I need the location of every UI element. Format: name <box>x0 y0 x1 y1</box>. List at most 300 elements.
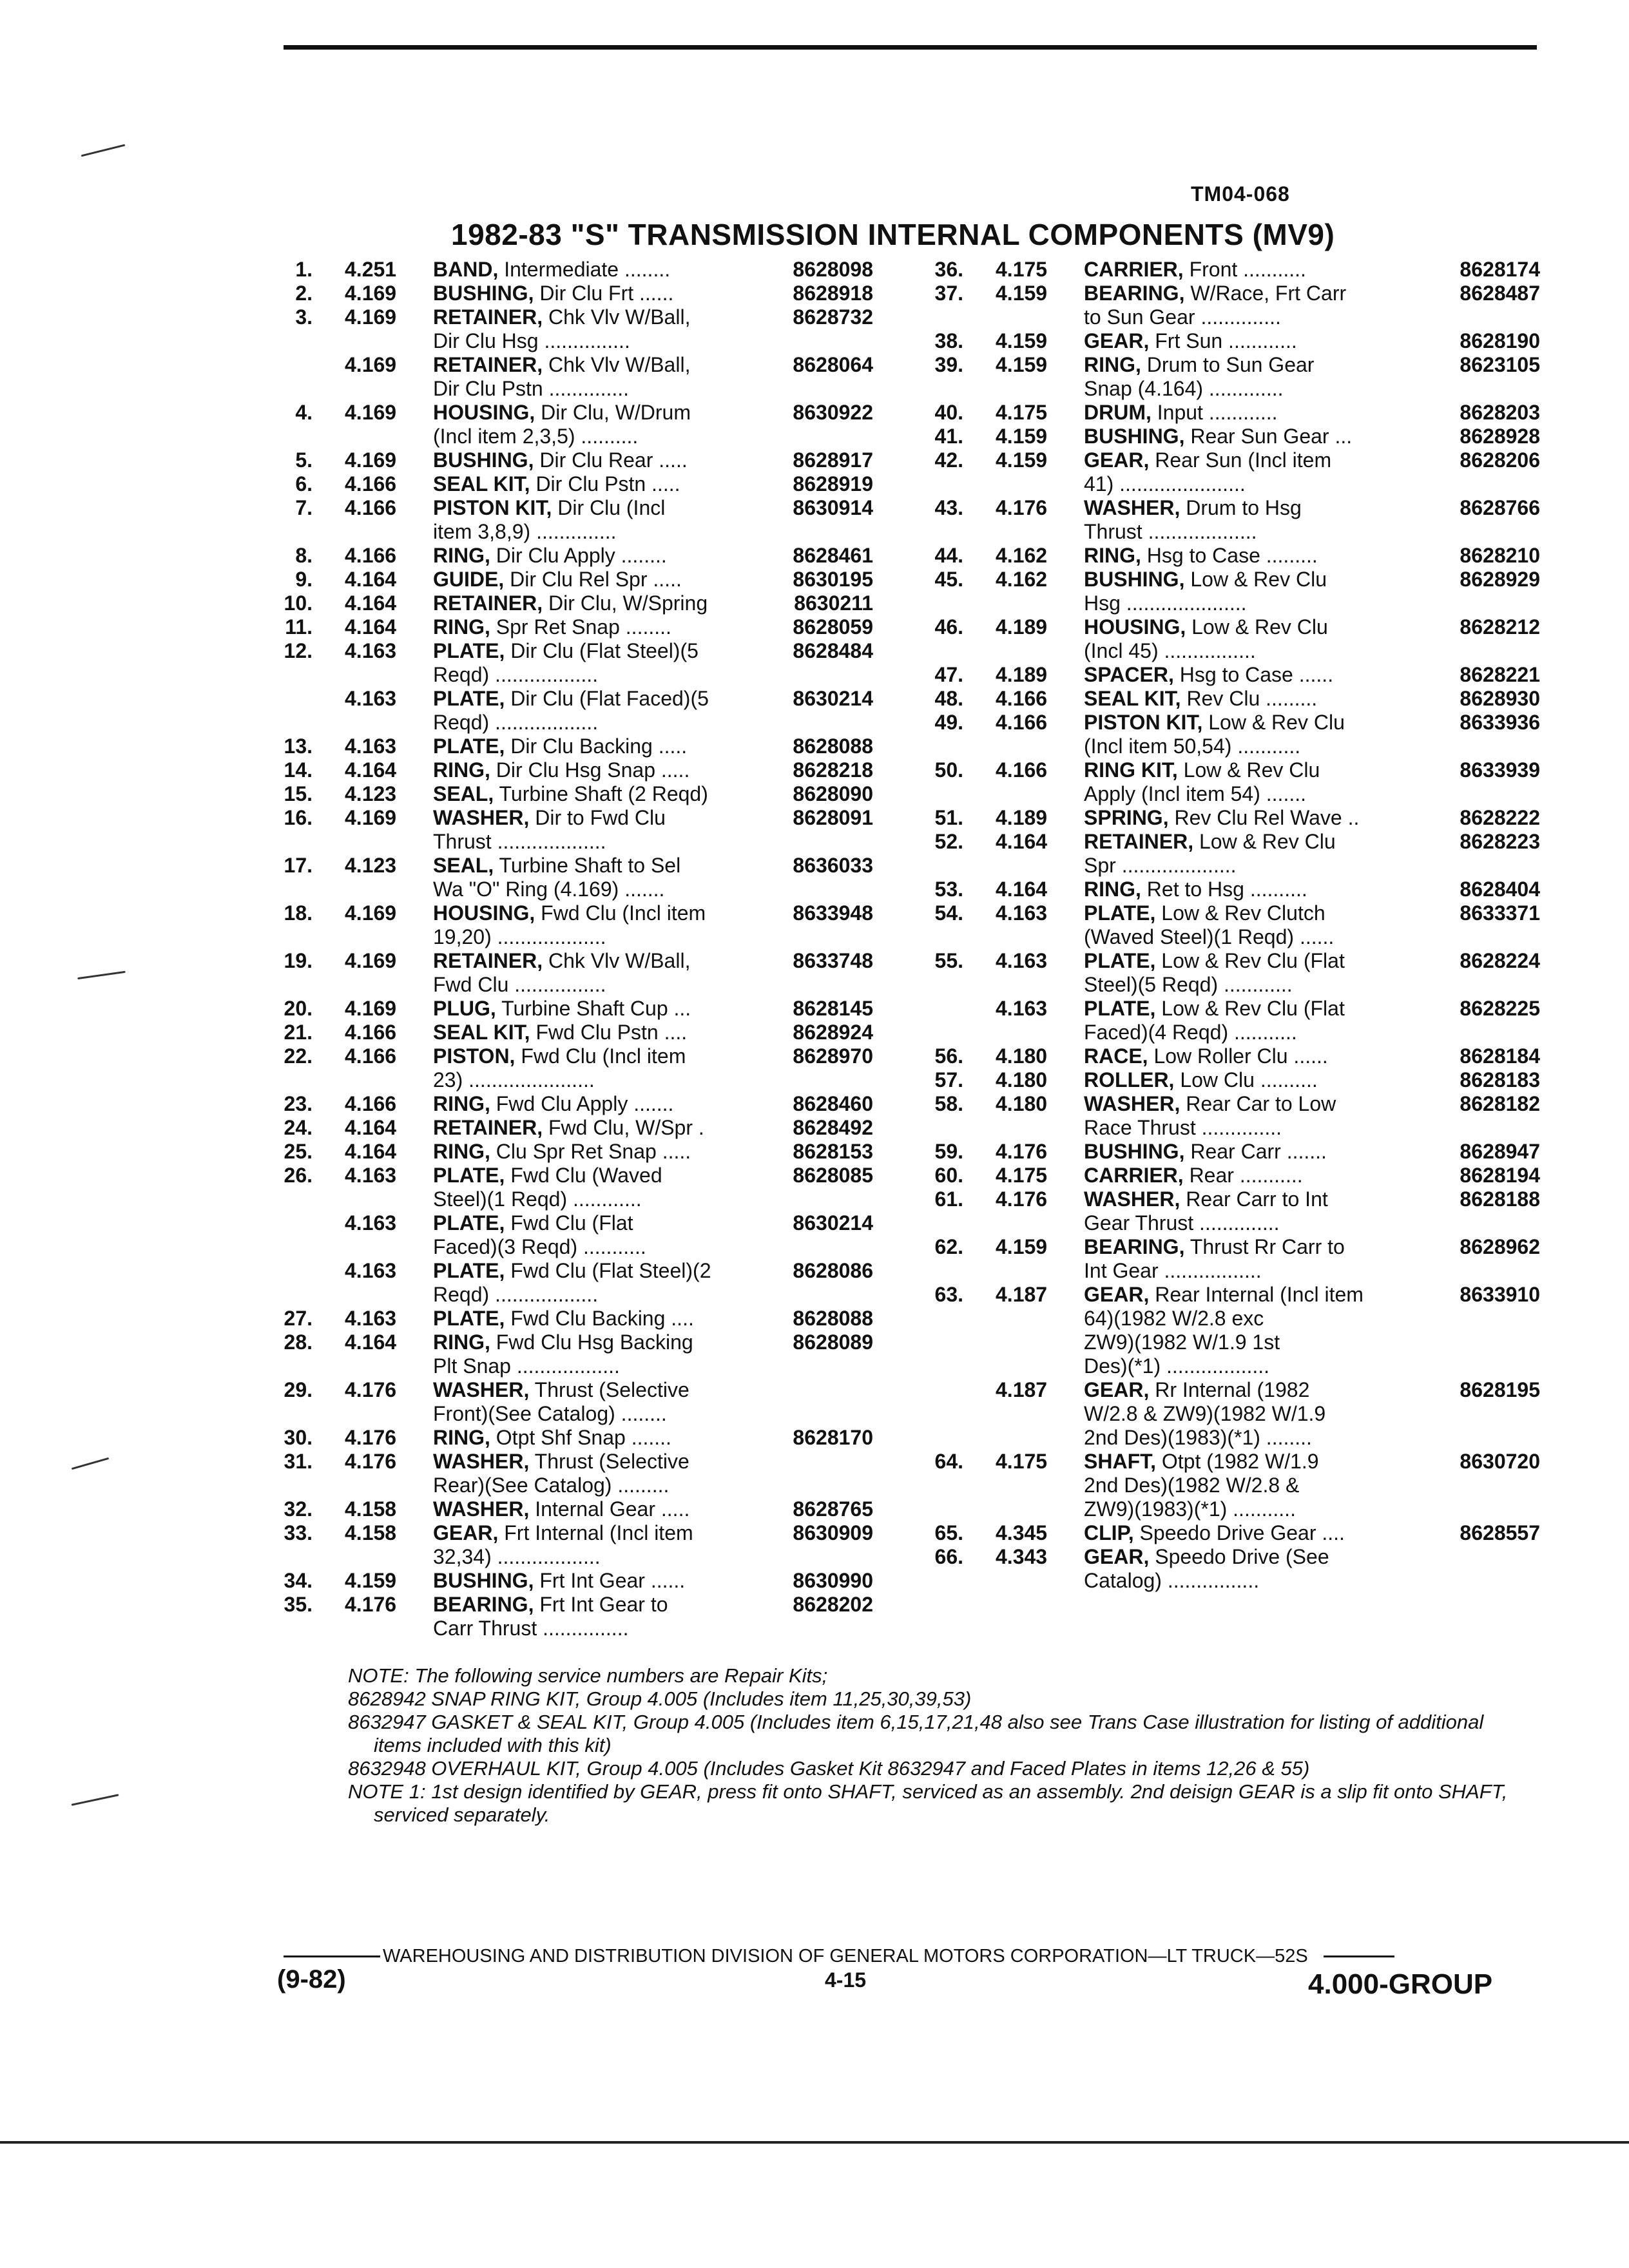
part-row <box>271 401 873 448</box>
note-line: NOTE 1: 1st design identified by GEAR, press fit onto SHAFT, serviced as an assembly. 2nd deisign GEAR is a slip fit onto SHAFT, serviced separately. <box>348 1780 1508 1826</box>
part-name: PLATE, <box>1084 901 1156 925</box>
item-number: 12. <box>284 639 313 662</box>
part-number: 8630195 <box>793 568 873 591</box>
part-name: WASHER, <box>433 1497 530 1521</box>
item-number: 6. <box>295 472 313 495</box>
item-number: 8. <box>295 544 313 567</box>
part-detail: Low & Rev Clu (Incl 45) ................ <box>1084 615 1328 662</box>
part-detail: Dir Clu (Incl item 3,8,9) .............. <box>433 496 666 543</box>
item-number: 43. <box>934 496 963 519</box>
part-name: HOUSING, <box>433 401 535 424</box>
part-description <box>1084 425 1453 448</box>
part-detail: Fwd Clu (Incl item 19,20) ................... <box>433 901 706 948</box>
part-row <box>271 305 873 353</box>
part-description <box>1084 901 1453 949</box>
part-number: 8628461 <box>793 544 873 567</box>
group-number: 4.189 <box>996 806 1048 829</box>
part-number: 8628919 <box>793 472 873 495</box>
part-detail: Otpt Shf Snap ....... <box>490 1426 671 1449</box>
item-number: 45. <box>934 568 963 591</box>
part-number: 8628090 <box>793 782 873 805</box>
item-number: 7. <box>295 496 313 519</box>
part-number: 8628170 <box>793 1426 873 1449</box>
item-number: 28. <box>284 1331 313 1354</box>
part-number: 8633948 <box>793 901 873 925</box>
part-number: 8628928 <box>1460 425 1540 448</box>
part-detail: Turbine Shaft to Sel Wa "O" Ring (4.169) ....... <box>433 854 681 901</box>
group-number: 4.169 <box>345 949 397 972</box>
part-row <box>271 615 873 639</box>
item-number: 40. <box>934 401 963 424</box>
group-number: 4.176 <box>996 496 1048 519</box>
part-row <box>921 425 1540 448</box>
part-description <box>433 305 786 353</box>
part-number: 8630720 <box>1460 1450 1540 1473</box>
part-detail: Dir Clu Rear ..... <box>534 448 688 472</box>
part-description <box>1084 758 1453 806</box>
part-number: 8628732 <box>793 305 873 329</box>
part-row <box>271 1521 873 1569</box>
part-number: 8628210 <box>1460 544 1540 567</box>
part-row <box>921 1545 1540 1593</box>
part-description <box>433 472 786 496</box>
part-name: BUSHING, <box>1084 1140 1185 1163</box>
group-number: 4.166 <box>345 496 397 519</box>
part-detail: Low & Rev Clu (Flat Faced)(4 Reqd) ........... <box>1084 997 1345 1044</box>
part-description <box>1084 1044 1453 1068</box>
part-name: PLATE, <box>433 1307 505 1330</box>
part-description <box>433 639 786 687</box>
document-reference: TM04-068 <box>1191 182 1290 206</box>
part-description <box>433 1021 786 1044</box>
part-number: 8628184 <box>1460 1044 1540 1068</box>
item-number: 58. <box>934 1092 963 1115</box>
group-number: 4.164 <box>345 591 397 615</box>
part-row <box>921 1092 1540 1140</box>
group-number: 4.159 <box>996 448 1048 472</box>
part-detail: Low & Rev Clu Hsg ..................... <box>1084 568 1327 615</box>
part-description <box>1084 615 1453 663</box>
item-number: 46. <box>934 615 963 639</box>
item-number: 57. <box>934 1068 963 1091</box>
part-description <box>1084 1283 1453 1378</box>
part-name: RING, <box>433 1140 490 1163</box>
part-number: 8628947 <box>1460 1140 1540 1163</box>
item-number: 52. <box>934 830 963 853</box>
part-name: PLATE, <box>433 687 505 710</box>
part-number: 8628212 <box>1460 615 1540 639</box>
item-number: 56. <box>934 1044 963 1068</box>
part-number: 8628089 <box>793 1331 873 1354</box>
part-row <box>271 591 873 615</box>
part-row <box>921 878 1540 901</box>
part-description <box>433 568 786 591</box>
part-number: 8628924 <box>793 1021 873 1044</box>
part-description <box>433 591 787 615</box>
group-number: 4.158 <box>345 1497 397 1521</box>
part-description <box>433 1331 786 1378</box>
part-number: 8628202 <box>793 1593 873 1616</box>
part-name: RACE, <box>1084 1044 1148 1068</box>
group-number: 4.164 <box>345 1140 397 1163</box>
part-number: 8628218 <box>793 758 873 782</box>
part-name: GUIDE, <box>433 568 505 591</box>
part-row <box>921 901 1540 949</box>
part-description <box>433 1378 867 1426</box>
part-name: PISTON KIT, <box>1084 711 1203 734</box>
part-row <box>271 1569 873 1593</box>
item-number: 32. <box>284 1497 313 1521</box>
group-number: 4.169 <box>345 401 397 424</box>
part-description <box>433 806 786 854</box>
part-description <box>433 997 786 1021</box>
footer-division-line <box>284 1946 1394 1967</box>
part-detail: Spr Ret Snap ........ <box>490 615 671 639</box>
group-number: 4.123 <box>345 854 397 877</box>
part-description <box>433 1259 786 1307</box>
part-name: RING KIT, <box>1084 758 1178 782</box>
part-name: BUSHING, <box>433 448 534 472</box>
part-detail: Rear ........... <box>1183 1164 1303 1187</box>
part-name: DRUM, <box>1084 401 1152 424</box>
item-number: 2. <box>295 282 313 305</box>
part-detail: Low & Rev Clu Spr .................... <box>1084 830 1336 877</box>
part-name: RETAINER, <box>433 1116 543 1139</box>
part-description <box>1084 949 1453 997</box>
bottom-rule <box>0 2141 1629 2144</box>
item-number: 17. <box>284 854 313 877</box>
item-number: 18. <box>284 901 313 925</box>
part-name: BEARING, <box>1084 282 1185 305</box>
top-rule <box>284 45 1537 50</box>
part-row <box>921 448 1540 496</box>
group-number: 4.180 <box>996 1068 1048 1091</box>
item-number: 24. <box>284 1116 313 1139</box>
part-detail: Low & Rev Clutch (Waved Steel)(1 Reqd) ...... <box>1084 901 1335 948</box>
note-line: 8632948 OVERHAUL KIT, Group 4.005 (Includes Gasket Kit 8632947 and Faced Plates in items 12,26 & 55) <box>348 1757 1310 1780</box>
part-name: RING, <box>433 1331 490 1354</box>
part-number: 8633371 <box>1460 901 1540 925</box>
item-number: 27. <box>284 1307 313 1330</box>
group-number: 4.164 <box>345 1331 397 1354</box>
part-name: RETAINER, <box>1084 830 1194 853</box>
part-name: RING, <box>433 758 490 782</box>
group-number: 4.169 <box>345 282 397 305</box>
item-number: 47. <box>934 663 963 686</box>
part-number: 8628221 <box>1460 663 1540 686</box>
part-description <box>1084 1140 1453 1164</box>
group-number: 4.175 <box>996 258 1048 281</box>
part-row <box>921 1521 1540 1545</box>
part-description <box>1084 1521 1453 1545</box>
part-number: 8628195 <box>1460 1378 1540 1401</box>
item-number: 10. <box>284 591 313 615</box>
part-detail: Dir Clu, W/Spring <box>543 591 708 615</box>
group-number: 4.166 <box>345 1044 397 1068</box>
part-detail: Low & Rev Clu Apply (Incl item 54) ....... <box>1084 758 1320 805</box>
part-description <box>1084 258 1453 282</box>
part-number: 8633936 <box>1460 711 1540 734</box>
part-description <box>1084 1092 1453 1140</box>
part-name: PLATE, <box>433 1164 505 1187</box>
binder-hole-mark <box>72 1794 119 1806</box>
group-number: 4.163 <box>345 735 397 758</box>
part-number: 8628206 <box>1460 448 1540 472</box>
part-number: 8628929 <box>1460 568 1540 591</box>
part-name: RING, <box>433 544 490 567</box>
part-row <box>921 615 1540 663</box>
item-number: 22. <box>284 1044 313 1068</box>
part-row <box>271 949 873 997</box>
group-number: 4.189 <box>996 663 1048 686</box>
part-row <box>921 806 1540 830</box>
part-name: SPACER, <box>1084 663 1174 686</box>
footer-dash <box>1324 1956 1394 1957</box>
part-detail: Drum to Hsg Thrust ................... <box>1084 496 1302 543</box>
part-name: RETAINER, <box>433 353 543 376</box>
binder-hole-mark <box>77 971 126 979</box>
part-name: SPRING, <box>1084 806 1169 829</box>
part-name: SEAL KIT, <box>1084 687 1181 710</box>
part-row <box>271 687 873 735</box>
part-description <box>433 949 786 997</box>
part-number: 8628404 <box>1460 878 1540 901</box>
part-description <box>433 1521 786 1569</box>
part-detail: Fwd Clu (Incl item 23) ...................... <box>433 1044 686 1091</box>
part-description <box>1084 687 1453 711</box>
part-name: GEAR, <box>1084 1545 1150 1568</box>
part-name: GEAR, <box>1084 1378 1150 1401</box>
part-row <box>921 329 1540 353</box>
item-number: 14. <box>284 758 313 782</box>
part-row <box>271 1021 873 1044</box>
part-name: SEAL, <box>433 854 494 877</box>
part-number: 8623105 <box>1460 353 1540 376</box>
part-description <box>433 1140 786 1164</box>
part-detail: Drum to Sun Gear Snap (4.164) ............. <box>1084 353 1315 400</box>
item-number: 1. <box>295 258 313 281</box>
part-detail: Rear Car to Low Race Thrust .............. <box>1084 1092 1336 1139</box>
item-number: 39. <box>934 353 963 376</box>
footer-division-text: WAREHOUSING AND DISTRIBUTION DIVISION OF GENERAL MOTORS CORPORATION—LT TRUCK—52S <box>383 1946 1308 1966</box>
part-description <box>433 1450 867 1497</box>
part-name: BEARING, <box>433 1593 534 1616</box>
part-name: CARRIER, <box>1084 258 1184 281</box>
part-number: 8628224 <box>1460 949 1540 972</box>
item-number: 60. <box>934 1164 963 1187</box>
part-name: HOUSING, <box>1084 615 1186 639</box>
part-number: 8630214 <box>793 687 873 710</box>
group-number: 4.166 <box>996 711 1048 734</box>
part-number: 8628765 <box>793 1497 873 1521</box>
part-name: SEAL KIT, <box>433 472 530 495</box>
part-detail: Rear Carr ....... <box>1184 1140 1327 1163</box>
group-number: 4.163 <box>345 1211 397 1235</box>
item-number: 26. <box>284 1164 313 1187</box>
part-row <box>271 1116 873 1140</box>
part-name: BUSHING, <box>433 1569 534 1592</box>
part-row <box>271 1044 873 1092</box>
part-name: PLATE, <box>433 1211 505 1235</box>
group-number: 4.169 <box>345 305 397 329</box>
part-name: RING, <box>433 1426 490 1449</box>
item-number: 19. <box>284 949 313 972</box>
item-number: 36. <box>934 258 963 281</box>
item-number: 51. <box>934 806 963 829</box>
item-number: 23. <box>284 1092 313 1115</box>
part-row <box>921 544 1540 568</box>
part-row <box>271 258 873 282</box>
group-number: 4.175 <box>996 1450 1048 1473</box>
group-number: 4.176 <box>345 1593 397 1616</box>
part-detail: Intermediate ........ <box>498 258 671 281</box>
group-number: 4.176 <box>345 1378 397 1401</box>
part-name: RETAINER, <box>433 949 543 972</box>
part-number: 8628484 <box>793 639 873 662</box>
footer-page-number: 4-15 <box>825 1968 867 1992</box>
part-detail: Chk Vlv W/Ball, Dir Clu Pstn .............. <box>433 353 691 400</box>
part-name: PLATE, <box>433 1259 505 1282</box>
part-detail: Low & Rev Clu (Incl item 50,54) ........... <box>1084 711 1345 758</box>
part-name: GEAR, <box>1084 329 1150 352</box>
part-row <box>921 1283 1540 1378</box>
item-number: 11. <box>285 615 313 639</box>
part-row <box>271 282 873 305</box>
part-number: 8628917 <box>793 448 873 472</box>
part-name: GEAR, <box>433 1521 499 1544</box>
part-number: 8630922 <box>793 401 873 424</box>
part-name: PISTON, <box>433 1044 516 1068</box>
part-number: 8628203 <box>1460 401 1540 424</box>
part-detail: Dir Clu Pstn ..... <box>530 472 680 495</box>
item-number: 4. <box>295 401 313 424</box>
part-description <box>1084 1235 1453 1283</box>
group-number: 4.343 <box>996 1545 1048 1568</box>
part-description <box>433 1497 786 1521</box>
parts-list-left-column <box>271 258 873 1640</box>
part-detail: Frt Sun ............ <box>1149 329 1297 352</box>
part-number: 8636033 <box>793 854 873 877</box>
part-row <box>921 949 1540 997</box>
item-number: 55. <box>934 949 963 972</box>
item-number: 30. <box>284 1426 313 1449</box>
group-number: 4.163 <box>345 639 397 662</box>
part-row <box>921 258 1540 282</box>
group-number: 4.166 <box>345 472 397 495</box>
item-number: 48. <box>934 687 963 710</box>
note-line: 8632947 GASKET & SEAL KIT, Group 4.005 (Includes item 6,15,17,21,48 also see Trans Case illustration for listing of additional items included with this kit) <box>348 1711 1484 1756</box>
part-detail: Rr Internal (1982 W/2.8 & ZW9)(1982 W/1.9 2nd Des)(1983)(*1) ........ <box>1084 1378 1326 1449</box>
group-number: 4.176 <box>996 1140 1048 1163</box>
item-number: 38. <box>934 329 963 352</box>
part-description <box>1084 448 1453 496</box>
group-number: 4.180 <box>996 1092 1048 1115</box>
part-detail: Front ........... <box>1183 258 1306 281</box>
part-description <box>1084 711 1453 758</box>
part-detail: Rear Sun (Incl item 41) ...................... <box>1084 448 1332 495</box>
part-number: 8628222 <box>1460 806 1540 829</box>
item-number: 66. <box>934 1545 963 1568</box>
group-number: 4.163 <box>345 1307 397 1330</box>
part-number: 8628223 <box>1460 830 1540 853</box>
part-description <box>1084 568 1453 615</box>
part-detail: Fwd Clu, W/Spr . <box>543 1116 704 1139</box>
item-number: 53. <box>934 878 963 901</box>
part-detail: Thrust (Selective Rear)(See Catalog) ......... <box>433 1450 689 1497</box>
part-description <box>433 758 786 782</box>
part-detail: Dir Clu Frt ...... <box>534 282 674 305</box>
note-line: NOTE: The following service numbers are Repair Kits; <box>348 1664 828 1687</box>
part-number: 8628085 <box>793 1164 873 1187</box>
footer-dash <box>284 1956 380 1957</box>
part-detail: Rev Clu ......... <box>1181 687 1318 710</box>
group-number: 4.159 <box>996 1235 1048 1258</box>
part-description <box>1084 544 1453 568</box>
part-number: 8630990 <box>793 1569 873 1592</box>
group-number: 4.169 <box>345 353 397 376</box>
part-name: RING, <box>1084 878 1141 901</box>
part-number: 8628557 <box>1460 1521 1540 1544</box>
part-name: CLIP, <box>1084 1521 1134 1544</box>
part-number: 8633910 <box>1460 1283 1540 1306</box>
part-detail: Low Clu .......... <box>1174 1068 1318 1091</box>
part-number: 8628086 <box>793 1259 873 1282</box>
part-row <box>921 1187 1540 1235</box>
part-name: BUSHING, <box>1084 425 1185 448</box>
part-description <box>433 1426 786 1450</box>
part-row <box>921 830 1540 878</box>
group-number: 4.159 <box>996 329 1048 352</box>
part-name: RING, <box>1084 353 1141 376</box>
footer-group: 4.000-GROUP <box>1308 1968 1493 2000</box>
part-detail: Rear Internal (Incl item 64)(1982 W/2.8 exc ZW9)(1982 W/1.9 1st Des)(*1) .................. <box>1084 1283 1364 1378</box>
part-description <box>1084 496 1453 544</box>
part-name: PLATE, <box>433 639 505 662</box>
part-row <box>921 1164 1540 1187</box>
group-number: 4.345 <box>996 1521 1048 1544</box>
part-description <box>433 1044 786 1092</box>
part-row <box>921 568 1540 615</box>
notes-section <box>348 1664 1527 1827</box>
item-number: 64. <box>934 1450 963 1473</box>
part-description <box>433 496 786 544</box>
part-description <box>433 353 786 401</box>
part-row <box>271 568 873 591</box>
item-number: 50. <box>934 758 963 782</box>
part-detail: Frt Internal (Incl item 32,34) .................. <box>433 1521 693 1568</box>
part-number: 8628190 <box>1460 329 1540 352</box>
part-description <box>433 615 786 639</box>
group-number: 4.251 <box>345 258 397 281</box>
parts-list-right-column <box>921 258 1540 1593</box>
group-number: 4.164 <box>345 568 397 591</box>
group-number: 4.166 <box>345 544 397 567</box>
group-number: 4.169 <box>345 997 397 1020</box>
part-description <box>433 544 786 568</box>
part-description <box>1084 329 1453 353</box>
part-name: PLUG, <box>433 997 496 1020</box>
part-name: PISTON KIT, <box>433 496 552 519</box>
item-number: 35. <box>284 1593 313 1616</box>
part-number: 8633939 <box>1460 758 1540 782</box>
part-description <box>1084 1378 1453 1450</box>
part-row <box>271 448 873 472</box>
group-number: 4.176 <box>996 1187 1048 1211</box>
part-detail: Turbine Shaft Cup ... <box>496 997 691 1020</box>
footer-date: (9-82) <box>277 1965 346 1994</box>
part-description <box>433 1164 786 1211</box>
part-name: WASHER, <box>1084 1092 1181 1115</box>
